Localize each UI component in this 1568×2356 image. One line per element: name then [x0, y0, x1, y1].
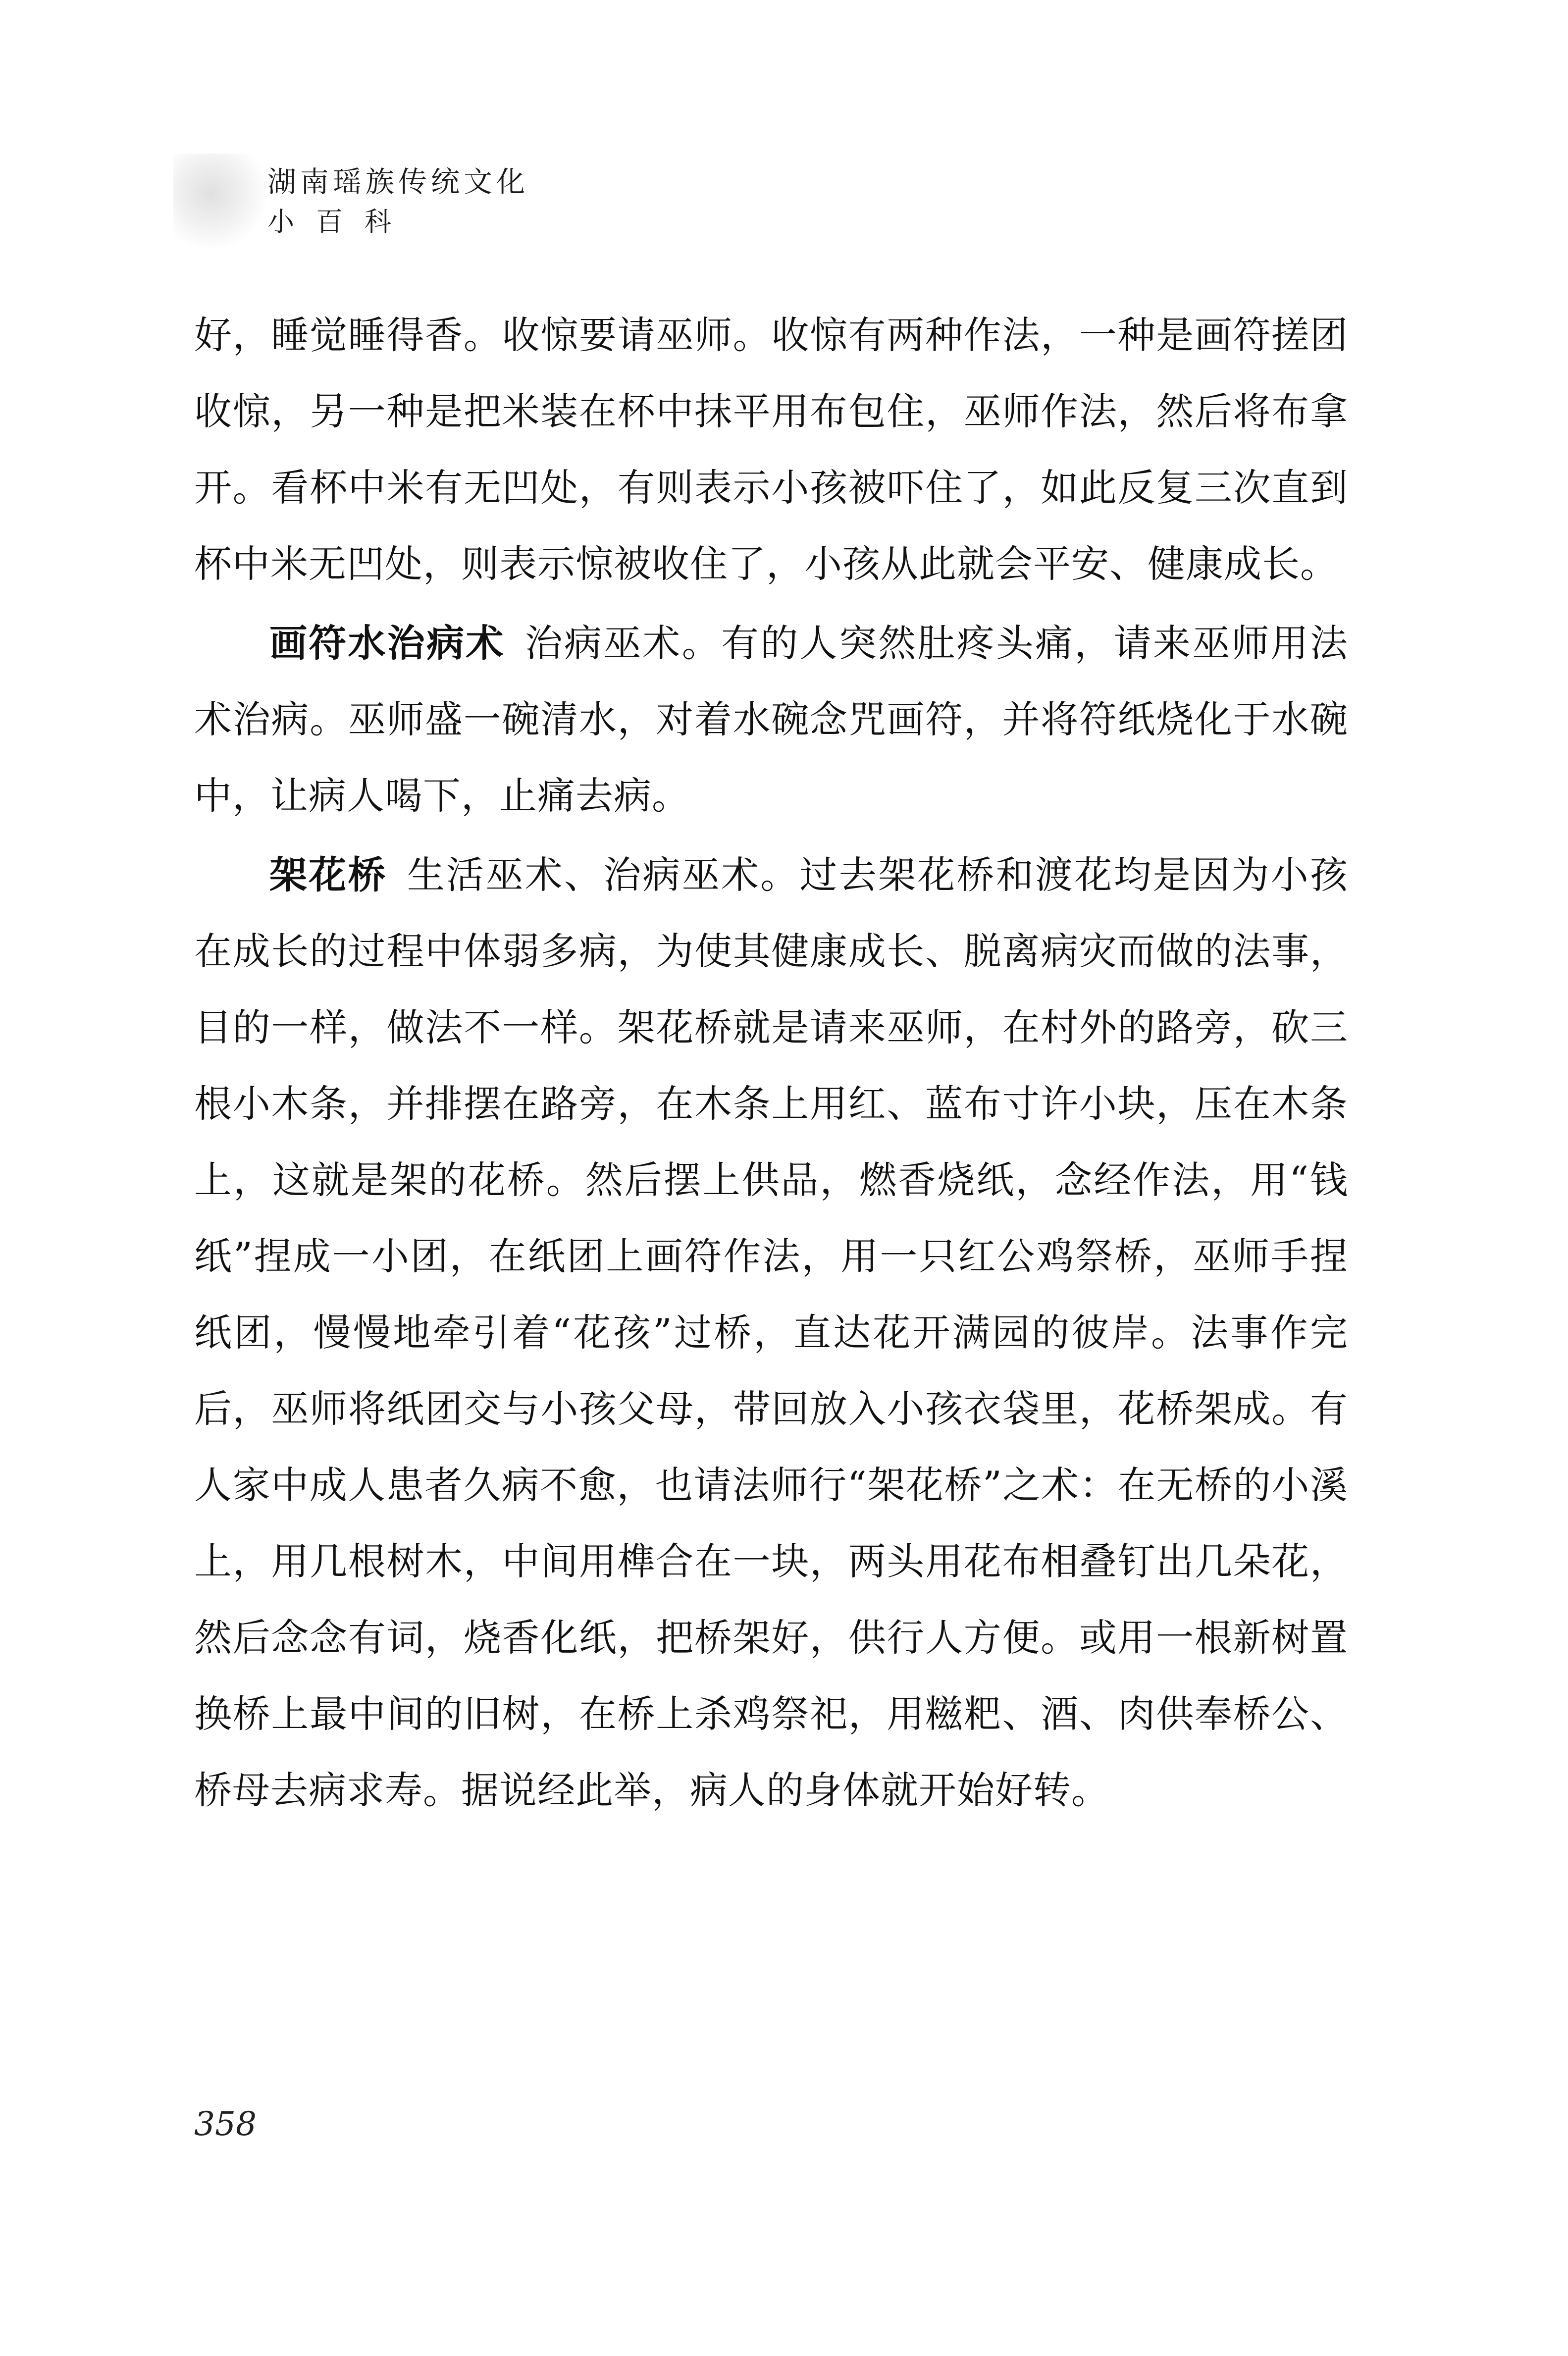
entry-term: 画符水治病术	[269, 621, 505, 665]
book-subtitle: 小百科	[267, 206, 413, 237]
page-body	[194, 297, 1348, 1829]
header-ornament	[173, 154, 267, 253]
paragraph-entry	[194, 605, 1348, 834]
page-number: 358	[194, 2105, 257, 2143]
paragraph-text: 治病巫术。有的人突然肚疼头痛，请来巫师用法术治病。巫师盛一碗清水，对着水碗念咒画符，并将符纸烧化于水碗中，让病人喝下，止痛去病。	[194, 621, 1349, 818]
paragraph-entry	[194, 837, 1348, 1829]
entry-term: 架花桥	[269, 853, 387, 897]
paragraph-text: 好，睡觉睡得香。收惊要请巫师。收惊有两种作法，一种是画符搓团收惊，另一种是把米装在杯中抹平用布包住，巫师作法，然后将布拿开。看杯中米有无凹处，有则表示小孩被吓住了，如此反复三次直到杯中米无凹处，则表示惊被收住了，小孩从此就会平安、健康成长。	[194, 313, 1348, 586]
paragraph-continued	[194, 297, 1348, 602]
paragraph-text: 生活巫术、治病巫术。过去架花桥和渡花均是因为小孩在成长的过程中体弱多病，为使其健康成长、脱离病灾而做的法事，目的一样，做法不一样。架花桥就是请来巫师，在村外的路旁，砍三根小木条，并排摆在路旁，在木条上用红、蓝布寸许小块，压在木条上，这就是架的花桥。然后摆上供品，燃香烧纸，念经作法，用“钱纸”捏成一小团，在纸团上画符作法，用一只红公鸡祭桥，巫师手捏纸团，慢慢地牵引着“花孩”过桥，直达花开满园的彼岸。法事作完后，巫师将纸团交与小孩父母，带回放入小孩衣袋里，花桥架成。有人家中成人患者久病不愈，也请法师行“架花桥”之术：在无桥的小溪上，用几根树木，中间用榫合在一块，两头用花布相叠钉出几朵花，然后念念有词，烧香化纸，把桥架好，供行人方便。或用一根新树置换桥上最中间的旧树，在桥上杀鸡祭祀，用糍粑、酒、肉供奉桥公、桥母去病求寿。据说经此举，病人的身体就开始好转。	[194, 853, 1349, 1812]
book-title: 湖南瑶族传统文化	[267, 165, 529, 199]
